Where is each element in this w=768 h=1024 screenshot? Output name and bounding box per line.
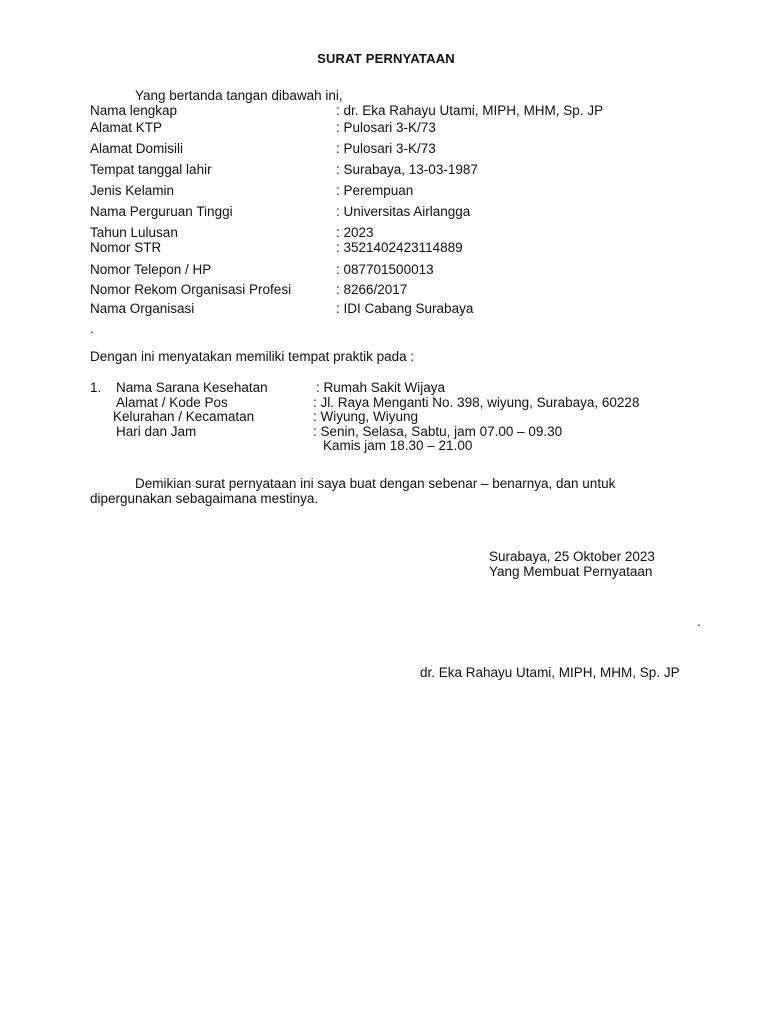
identity-value: : 8266/2017 (336, 282, 408, 297)
document-title: SURAT PERNYATAAN (317, 51, 455, 66)
facility-value: : Jl. Raya Menganti No. 398, wiyung, Surabaya, 60228 (313, 395, 640, 410)
facility-value: : Rumah Sakit Wijaya (316, 380, 446, 395)
identity-value: : 3521402423114889 (336, 240, 463, 255)
identity-value: : Pulosari 3-K/73 (336, 120, 436, 135)
facility-label: Hari dan Jam (116, 424, 197, 439)
facility-label: Nama Sarana Kesehatan (116, 380, 268, 395)
identity-label: Nama Perguruan Tinggi (90, 204, 233, 219)
facility-label: Kelurahan / Kecamatan (113, 409, 255, 424)
identity-value: : 087701500013 (336, 262, 434, 277)
identity-value: : Surabaya, 13-03-1987 (336, 162, 478, 177)
facility-label: Alamat / Kode Pos (116, 395, 228, 410)
identity-value: : IDI Cabang Surabaya (336, 301, 474, 316)
facility-value: : Senin, Selasa, Sabtu, jam 07.00 – 09.30 (313, 424, 563, 439)
identity-label: Tempat tanggal lahir (90, 162, 212, 177)
identity-label: Nama lengkap (90, 103, 178, 118)
identity-label: Tahun Lulusan (90, 225, 178, 240)
signature-dot: . (697, 614, 701, 629)
facility-value: : Wiyung, Wiyung (313, 409, 419, 424)
statement-text: Dengan ini menyatakan memiliki tempat praktik pada : (90, 349, 415, 364)
facility-extra-hours: Kamis jam 18.30 – 21.00 (323, 438, 473, 453)
identity-value: : dr. Eka Rahayu Utami, MIPH, MHM, Sp. JP (336, 103, 604, 118)
closing-line-2: dipergunakan sebagaimana mestinya. (90, 491, 319, 506)
identity-label: Nama Organisasi (90, 301, 195, 316)
identity-value: : Perempuan (336, 183, 414, 198)
identity-label: Nomor STR (90, 240, 162, 255)
identity-label: Nomor Rekom Organisasi Profesi (90, 282, 292, 297)
identity-value: : Pulosari 3-K/73 (336, 141, 436, 156)
maker-label: Yang Membuat Pernyataan (489, 564, 653, 579)
closing-line-1: Demikian surat pernyataan ini saya buat dengan sebenar – benarnya, dan untuk (135, 476, 616, 491)
place-date: Surabaya, 25 Oktober 2023 (489, 549, 655, 564)
identity-label: Alamat Domisili (90, 141, 184, 156)
identity-value: : Universitas Airlangga (336, 204, 471, 219)
list-number: 1. (90, 380, 102, 395)
stray-dot: . (90, 321, 94, 336)
intro-text: Yang bertanda tangan dibawah ini, (135, 88, 343, 103)
identity-label: Alamat KTP (90, 120, 163, 135)
identity-label: Jenis Kelamin (90, 183, 175, 198)
identity-value: : 2023 (336, 225, 374, 240)
identity-label: Nomor Telepon / HP (90, 262, 212, 277)
signer-name: dr. Eka Rahayu Utami, MIPH, MHM, Sp. JP (420, 665, 680, 680)
